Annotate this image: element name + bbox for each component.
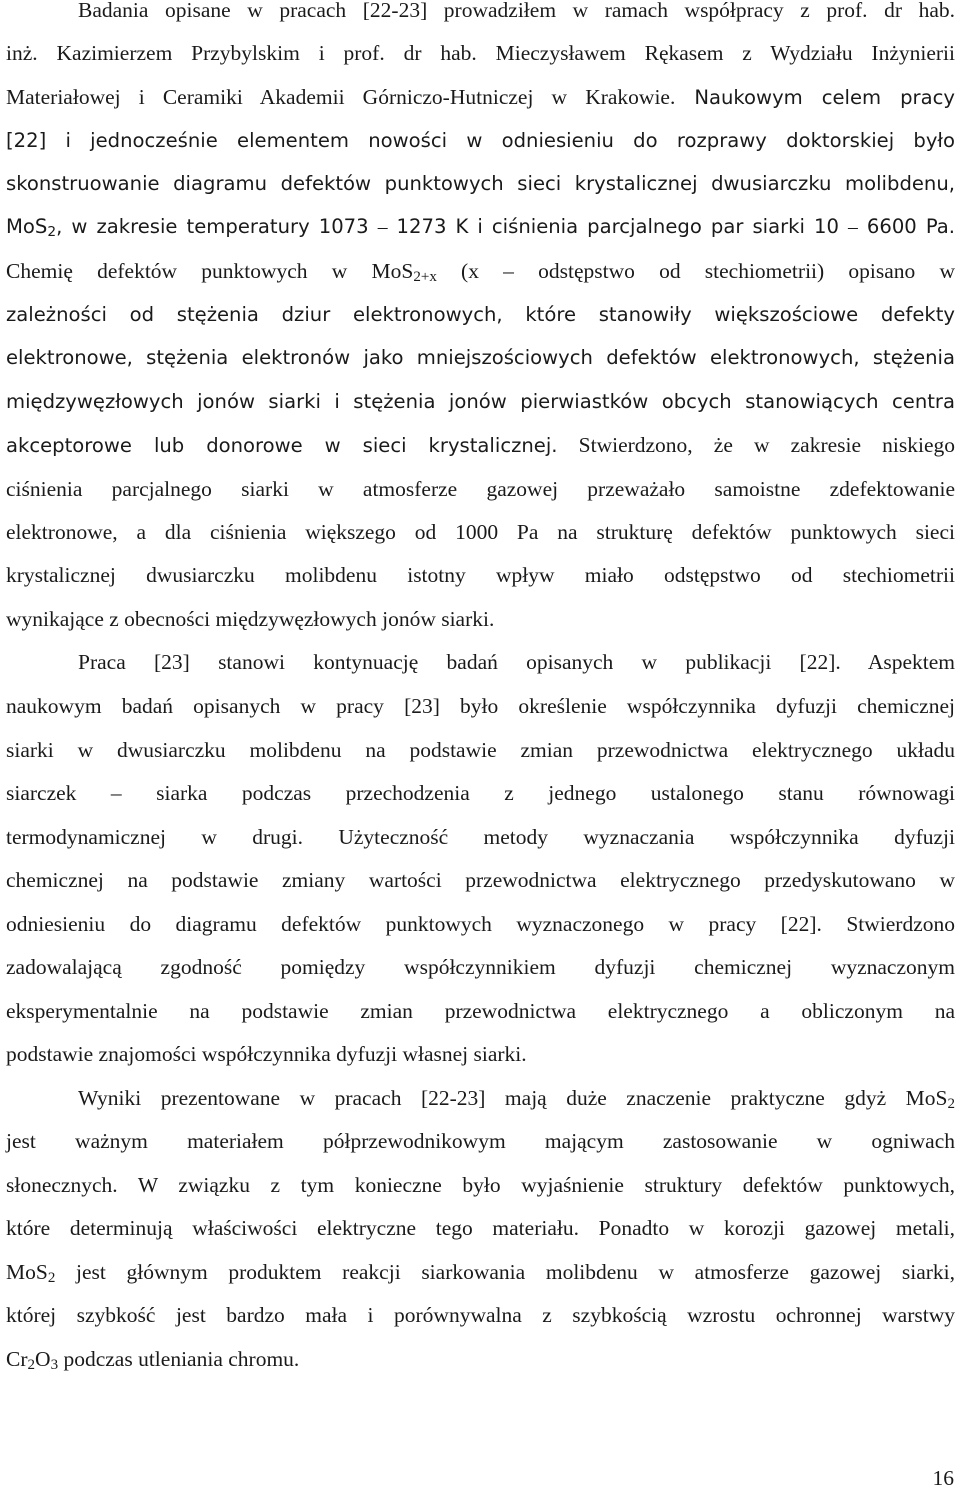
text-line: zależności od stężenia dziur elektronowych, które stanowiły większościowe defekty	[6, 303, 955, 326]
text-run: 6600 Pa.	[857, 215, 955, 238]
dash: –	[848, 217, 858, 238]
text-run: Wyniki prezentowane w pracach [22-23] mają duże znaczenie praktyczne gdyż MoS	[78, 1086, 948, 1110]
text-run: Stwierdzono, że w zakresie niskiego	[557, 433, 955, 457]
subscript: 2	[947, 1096, 955, 1112]
dash: –	[377, 217, 388, 238]
subscript: 2	[47, 1270, 56, 1286]
text-line: naukowym badań opisanych w pracy [23] było określenie współczynnika dyfuzji chemicznej	[6, 694, 955, 718]
text-line: ciśnienia parcjalnego siarki w atmosferze gazowej przeważało samoistne zdefektowanie	[6, 477, 955, 501]
text-line: eksperymentalnie na podstawie zmian przewodnictwa elektrycznego a obliczonym na	[6, 999, 955, 1023]
text-run: podczas utleniania chromu.	[58, 1347, 300, 1371]
text-run: Chemię defektów punktowych w MoS	[6, 259, 414, 283]
text-line	[6, 1083, 955, 1113]
text-line: inż. Kazimierzem Przybylskim i prof. dr hab. Mieczysławem Rękasem z Wydziału Inżynierii	[6, 41, 955, 65]
text-run: MoS	[6, 215, 48, 238]
text-line: elektronowe, a dla ciśnienia większego od 1000 Pa na strukturę defektów punktowych sieci	[6, 520, 955, 544]
text-line: chemicznej na podstawie zmiany wartości przewodnictwa elektrycznego przedyskutowano w	[6, 868, 955, 892]
text-run: O	[35, 1347, 51, 1371]
text-line: krystalicznej dwusiarczku molibdenu istotny wpływ miało odstępstwo od stechiometrii	[6, 563, 955, 587]
text-line	[6, 430, 955, 460]
text-line: siarczek – siarka podczas przechodzenia z jednego ustalonego stanu równowagi	[6, 781, 955, 805]
text-line: wynikające z obecności międzywęzłowych jonów siarki.	[6, 607, 495, 631]
text-line: siarki w dwusiarczku molibdenu na podstawie zmian przewodnictwa elektrycznego układu	[6, 738, 955, 762]
text-run: akceptorowe lub donorowe w sieci krystalicznej.	[6, 434, 558, 457]
text-line: słonecznych. W związku z tym konieczne było wyjaśnienie struktury defektów punktowych,	[6, 1173, 955, 1197]
text-line	[6, 256, 955, 286]
text-run: 1273 K i ciśnienia parcjalnego par siarki 10	[387, 215, 849, 238]
subscript: 2+x	[413, 269, 437, 285]
text-line: odniesieniu do diagramu defektów punktowych wyznaczonego w pracy [22]. Stwierdzono	[6, 912, 955, 936]
text-run: jest głównym produktem reakcji siarkowania molibdenu w atmosferze gazowej siarki,	[55, 1260, 955, 1284]
text-run: Naukowym celem pracy	[675, 86, 955, 109]
text-line: podstawie znajomości współczynnika dyfuzji własnej siarki.	[6, 1042, 527, 1066]
text-line: jest ważnym materiałem półprzewodnikowym mającym zastosowanie w ogniwach	[6, 1129, 955, 1153]
text-line: termodynamicznej w drugi. Użyteczność metody wyznaczania współczynnika dyfuzji	[6, 825, 955, 849]
text-line	[6, 82, 955, 112]
text-run: Cr	[6, 1347, 28, 1371]
text-line: [22] i jednocześnie elementem nowości w odniesieniu do rozprawy doktorskiej było	[6, 129, 955, 152]
text-line: międzywęzłowych jonów siarki i stężenia jonów pierwiastków obcych stanowiących centra	[6, 390, 955, 413]
text-line: elektronowe, stężenia elektronów jako mniejszościowych defektów elektronowych, stężenia	[6, 346, 955, 369]
text-run: Materiałowej i Ceramiki Akademii Górniczo-Hutniczej w Krakowie.	[6, 85, 676, 109]
text-line	[6, 1344, 955, 1374]
text-line: zadowalającą zgodność pomiędzy współczynnikiem dyfuzji chemicznej wyznaczonym	[6, 955, 955, 979]
text-line: Badania opisane w pracach [22-23] prowadziłem w ramach współpracy z prof. dr hab.	[78, 0, 955, 22]
text-line	[6, 1257, 955, 1287]
text-run: , w zakresie temperatury 1073	[56, 215, 378, 238]
text-run: MoS	[6, 1260, 48, 1284]
page-number: 16	[932, 1466, 954, 1490]
text-line: Praca [23] stanowi kontynuację badań opisanych w publikacji [22]. Aspektem	[78, 650, 955, 674]
text-line	[6, 212, 955, 242]
subscript: 2	[27, 1357, 36, 1373]
subscript: 3	[50, 1357, 59, 1373]
text-line: której szybkość jest bardzo mała i porównywalna z szybkością wzrostu ochronnej warstwy	[6, 1303, 955, 1327]
text-line: skonstruowanie diagramu defektów punktowych sieci krystalicznej dwusiarczku molibdenu,	[6, 172, 955, 195]
text-run: (x – odstępstwo od stechiometrii) opisano w	[436, 259, 955, 283]
subscript: 2	[47, 224, 57, 240]
text-line: które determinują właściwości elektryczne tego materiału. Ponadto w korozji gazowej metali,	[6, 1216, 955, 1240]
